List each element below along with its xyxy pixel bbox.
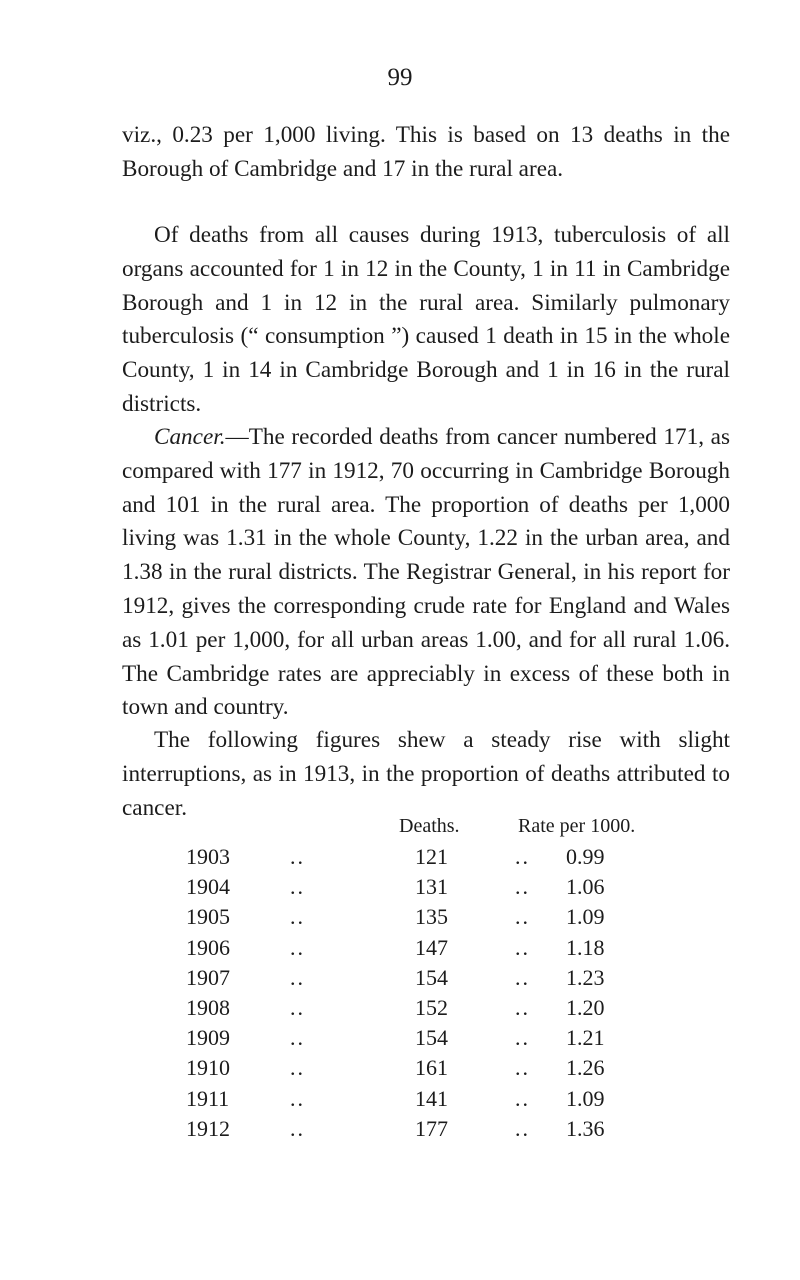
table-row [0,1086,800,1116]
cell-deaths: 141 [415,1085,448,1111]
leader-dots: .. [515,874,530,900]
table-row [0,1055,800,1085]
table-row [0,935,800,965]
page-number: 99 [387,64,413,91]
table-header [0,815,800,844]
cell-deaths: 161 [415,1055,448,1081]
table-row [0,995,800,1025]
cell-year: 1905 [186,904,230,930]
cell-deaths: 131 [415,874,448,900]
cell-rate: 1.18 [566,934,605,960]
cell-rate: 1.36 [566,1115,605,1141]
table-row [0,874,800,904]
table-row [0,844,800,874]
cancer-heading: Cancer. [154,424,226,450]
leader-dots: .. [290,1055,305,1081]
leader-dots: .. [290,1025,305,1051]
cell-year: 1907 [186,964,230,990]
leader-dots: .. [290,1115,305,1141]
cell-rate: 1.23 [566,964,605,990]
leader-dots: .. [515,1115,530,1141]
cell-rate: 1.06 [566,874,605,900]
leader-dots: .. [515,934,530,960]
cancer-body: —The recorded deaths from cancer numbered 171, as compared with 177 in 1912, 70 occurring in Cambridge Borough and 101 in the rural area. The proportion of deaths per 1,000 living was 1.31 in the whole County, 1.22 in the urban area, and 1.38 in the rural districts. The Registrar General, in his report for 1912, gives the corresponding crude rate for England and Wales as 1.01 per 1,000, for all urban areas 1.00, and for all rural 1.06. The Cambridge rates are appreciably in excess of these both in town and country. [122,424,730,721]
cell-deaths: 154 [415,1025,448,1051]
leader-dots: .. [290,874,305,900]
cell-year: 1908 [186,994,230,1020]
cell-deaths: 154 [415,964,448,990]
paragraph-tuberculosis: Of deaths from all causes during 1913, tuberculosis of all organs accounted for 1 in 12 in the County, 1 in 11 in Cambridge Borough and 1 in 12 in the rural area. Similarly pulmonary tuberculosis (“ consumption ”) caused 1 death in 15 in the whole County, 1 in 14 in Cambridge Borough and 1 in 16 in the rural districts. [122,222,730,417]
leader-dots: .. [290,964,305,990]
table-row [0,965,800,995]
cell-year: 1911 [186,1085,230,1111]
table-row [0,1025,800,1055]
cancer-deaths-table [0,815,800,1146]
header-rate: Rate per 1000. [518,815,636,837]
cell-rate: 1.26 [566,1055,605,1081]
paragraph-continuation: viz., 0.23 per 1,000 living. This is based on 13 deaths in the Borough of Cambridge and 17 in the rural area. [122,122,730,182]
leader-dots: .. [290,904,305,930]
cell-year: 1903 [186,844,230,869]
cell-deaths: 147 [415,934,448,960]
leader-dots: .. [290,844,305,869]
cell-rate: 0.99 [566,844,605,869]
cell-year: 1906 [186,934,230,960]
leader-dots: .. [290,1085,305,1111]
cell-rate: 1.20 [566,994,605,1020]
leader-dots: .. [290,934,305,960]
leader-dots: .. [515,904,530,930]
cell-deaths: 121 [415,844,448,869]
table-row [0,904,800,934]
cell-deaths: 135 [415,904,448,930]
leader-dots: .. [515,1025,530,1051]
paragraph-figures-intro: The following figures shew a steady rise with slight interruptions, as in 1913, in the proportion of deaths attributed to cancer. [122,727,730,821]
cell-year: 1910 [186,1055,230,1081]
leader-dots: .. [515,994,530,1020]
cell-rate: 1.09 [566,1085,605,1111]
cell-deaths: 177 [415,1115,448,1141]
leader-dots: .. [515,1055,530,1081]
cell-year: 1912 [186,1115,230,1141]
table-body [0,844,800,1146]
table-row [0,1116,800,1146]
header-deaths: Deaths. [399,815,460,837]
cell-rate: 1.09 [566,904,605,930]
leader-dots: .. [290,994,305,1020]
leader-dots: .. [515,1085,530,1111]
cell-deaths: 152 [415,994,448,1020]
cell-year: 1904 [186,874,230,900]
cell-rate: 1.21 [566,1025,605,1051]
leader-dots: .. [515,844,530,869]
cell-year: 1909 [186,1025,230,1051]
paragraph-cancer [122,421,730,725]
leader-dots: .. [515,964,530,990]
